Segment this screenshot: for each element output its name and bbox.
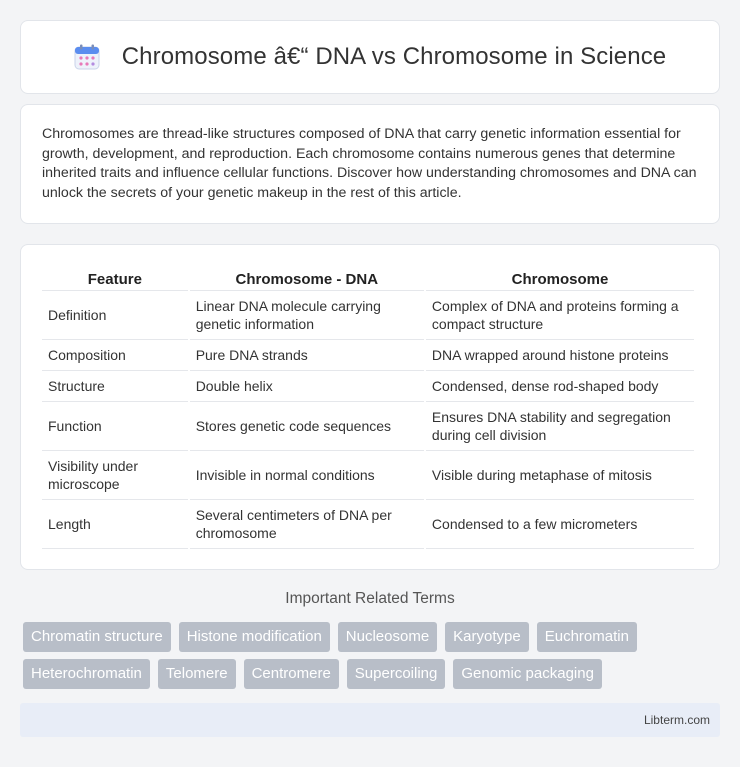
intro-card — [20, 104, 720, 224]
table-cell: Double helix — [190, 371, 424, 402]
table-cell: Pure DNA strands — [190, 340, 424, 371]
header-card — [20, 20, 720, 94]
footer-brand-link[interactable]: Libterm.com — [643, 713, 710, 727]
tag-karyotype[interactable]: Karyotype — [445, 622, 529, 652]
table-cell: Ensures DNA stability and segregation during cell division — [426, 402, 694, 451]
table-cell: Stores genetic code sequences — [190, 402, 424, 451]
tag-histone-modification[interactable]: Histone modification — [179, 622, 330, 652]
tag-euchromatin[interactable]: Euchromatin — [537, 622, 637, 652]
table-row — [42, 451, 694, 500]
tag-chromatin-structure[interactable]: Chromatin structure — [23, 622, 171, 652]
table-header-row — [42, 265, 694, 291]
tag-telomere[interactable]: Telomere — [158, 659, 236, 689]
tag-supercoiling[interactable]: Supercoiling — [347, 659, 446, 689]
table-row — [42, 500, 694, 549]
comparison-table-card — [20, 244, 720, 570]
table-cell: Visible during metaphase of mitosis — [426, 451, 694, 500]
related-terms-tags — [23, 622, 723, 689]
table-row — [42, 371, 694, 402]
tag-nucleosome[interactable]: Nucleosome — [338, 622, 437, 652]
table-row — [42, 340, 694, 371]
header-chromosome-dna: Chromosome - DNA — [190, 265, 424, 291]
table-cell: Composition — [42, 340, 188, 371]
tag-centromere[interactable]: Centromere — [244, 659, 339, 689]
table-cell: Complex of DNA and proteins forming a compact structure — [426, 291, 694, 340]
tag-genomic-packaging[interactable]: Genomic packaging — [453, 659, 602, 689]
table-cell: Visibility under microscope — [42, 451, 188, 500]
tag-heterochromatin[interactable]: Heterochromatin — [23, 659, 150, 689]
calendar-icon — [74, 44, 100, 70]
header-chromosome: Chromosome — [426, 265, 694, 291]
related-terms-title: Important Related Terms — [285, 590, 455, 607]
table-cell: Structure — [42, 371, 188, 402]
header-feature: Feature — [42, 265, 188, 291]
table-cell: Function — [42, 402, 188, 451]
table-cell: Linear DNA molecule carrying genetic information — [190, 291, 424, 340]
footer — [20, 703, 720, 737]
page-title: Chromosome â€“ DNA vs Chromosome in Science — [121, 43, 667, 70]
table-cell: Condensed to a few micrometers — [426, 500, 694, 549]
table-cell: Length — [42, 500, 188, 549]
comparison-table — [40, 265, 696, 549]
table-cell: Several centimeters of DNA per chromosome — [190, 500, 424, 549]
table-cell: DNA wrapped around histone proteins — [426, 340, 694, 371]
intro-text: Chromosomes are thread-like structures composed of DNA that carry genetic information essential for growth, development, and reproduction. Each chromosome contains numerous genes that determine inherited traits and influence cellular functions. Discover how understanding chromosomes and DNA can unlock the secrets of your genetic makeup in the rest of this article. — [42, 126, 697, 201]
table-row — [42, 402, 694, 451]
table-cell: Definition — [42, 291, 188, 340]
table-cell: Condensed, dense rod-shaped body — [426, 371, 694, 402]
table-cell: Invisible in normal conditions — [190, 451, 424, 500]
table-row — [42, 291, 694, 340]
